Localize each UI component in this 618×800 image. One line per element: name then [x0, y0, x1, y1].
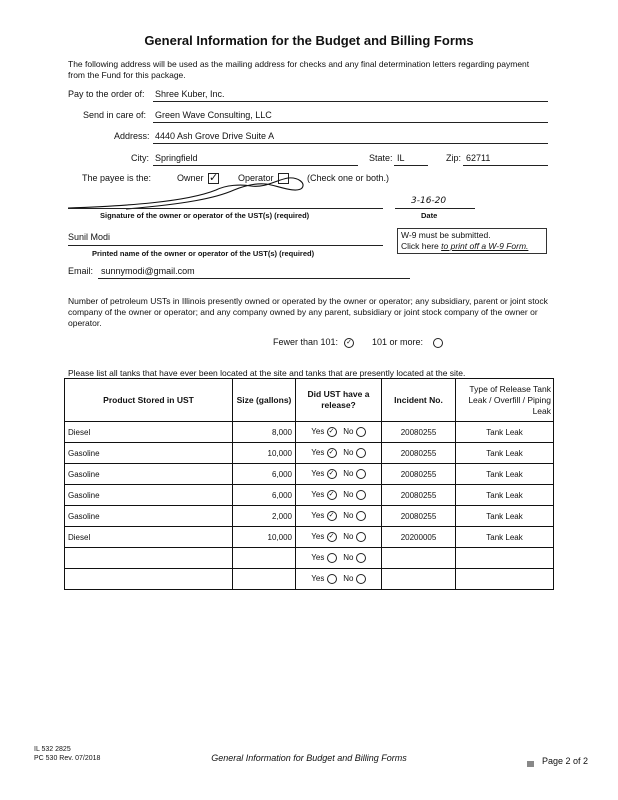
- cell-incident[interactable]: 20080255: [382, 443, 456, 464]
- cell-size[interactable]: 6,000: [233, 485, 296, 506]
- care-of-underline: [153, 122, 548, 123]
- city-label: City:: [131, 153, 149, 163]
- cell-release: [296, 464, 382, 485]
- no-label: No: [343, 532, 354, 542]
- care-of-label: Send in care of:: [83, 110, 147, 120]
- w9-notice-box: [397, 228, 547, 254]
- zip-label: Zip:: [446, 153, 462, 163]
- cell-size[interactable]: 8,000: [233, 422, 296, 443]
- more-than-label: 101 or more:: [372, 337, 424, 347]
- footer-form-id: IL 532 2825: [34, 746, 71, 753]
- no-label: No: [343, 427, 354, 437]
- printed-name-value[interactable]: Sunil Modi: [68, 232, 111, 242]
- cell-incident[interactable]: 20080255: [382, 506, 456, 527]
- table-row: [65, 548, 554, 569]
- pay-to-label: Pay to the order of:: [68, 89, 145, 99]
- no-radio[interactable]: [356, 574, 366, 584]
- cell-incident[interactable]: [382, 548, 456, 569]
- yes-label: Yes: [311, 490, 325, 500]
- signature-image: [66, 168, 396, 212]
- cell-release-type[interactable]: Tank Leak: [456, 527, 554, 548]
- no-radio[interactable]: [356, 469, 366, 479]
- state-label: State:: [369, 153, 393, 163]
- cell-size[interactable]: 2,000: [233, 506, 296, 527]
- fewer-than-label: Fewer than 101:: [273, 337, 339, 347]
- cell-release-type[interactable]: Tank Leak: [456, 506, 554, 527]
- footer-page-number: Page 2 of 2: [541, 756, 588, 766]
- cell-release: [296, 569, 382, 590]
- yes-label: Yes: [311, 574, 325, 584]
- yes-label: Yes: [311, 553, 325, 563]
- no-radio[interactable]: [356, 511, 366, 521]
- email-underline: [98, 278, 410, 279]
- no-radio[interactable]: [356, 532, 366, 542]
- tanks-intro: Please list all tanks that have ever been located at the site and tanks that are presently located at the site.: [68, 368, 466, 378]
- yes-radio[interactable]: ✓: [327, 511, 337, 521]
- operator-label: Operator: [238, 173, 274, 183]
- yes-radio[interactable]: [327, 574, 337, 584]
- cell-release: [296, 443, 382, 464]
- cell-release: [296, 548, 382, 569]
- yes-label: Yes: [311, 511, 325, 521]
- no-label: No: [343, 490, 354, 500]
- intro-text: The following address will be used as the mailing address for checks and any final determination letters regarding payment from the Fund for this package.: [68, 59, 530, 80]
- cell-release-type[interactable]: [456, 569, 554, 590]
- table-row: [65, 569, 554, 590]
- table-row: [65, 464, 554, 485]
- cell-release-type[interactable]: [456, 548, 554, 569]
- table-row: [65, 485, 554, 506]
- yes-radio[interactable]: [327, 553, 337, 563]
- table-row: [65, 422, 554, 443]
- email-value[interactable]: sunnymodi@gmail.com: [101, 266, 195, 276]
- address-label: Address:: [114, 131, 150, 141]
- cell-release: [296, 422, 382, 443]
- zip-value[interactable]: 62711: [466, 153, 491, 163]
- printed-name-underline: [68, 245, 383, 246]
- cell-product[interactable]: Gasoline: [65, 506, 233, 527]
- header-type: Type of Release Tank Leak / Overfill / Piping Leak: [456, 379, 554, 422]
- header-release: Did UST have a release?: [296, 379, 382, 422]
- yes-radio[interactable]: ✓: [327, 427, 337, 437]
- date-underline: [395, 208, 475, 209]
- petroleum-paragraph: Number of petroleum USTs in Illinois presently owned or operated by the owner or operator; any subsidiary, parent or joint stock company of the owner or operator; and any company owned by any parent, subsidiary or joint stock company of the owner or operator.: [68, 296, 548, 328]
- header-product: Product Stored in UST: [65, 379, 233, 422]
- printed-name-caption: Printed name of the owner or operator of the UST(s) (required): [92, 249, 315, 258]
- cell-release-type[interactable]: Tank Leak: [456, 443, 554, 464]
- cell-release-type[interactable]: Tank Leak: [456, 464, 554, 485]
- w9-form-link[interactable]: to print off a W-9 Form.: [441, 241, 529, 251]
- check-note: (Check one or both.): [307, 173, 390, 183]
- w9-line2: [401, 241, 543, 252]
- cell-product[interactable]: Diesel: [65, 422, 233, 443]
- no-radio[interactable]: [356, 448, 366, 458]
- yes-radio[interactable]: ✓: [327, 469, 337, 479]
- owner-check-mark: ✓: [209, 172, 219, 184]
- yes-radio[interactable]: ✓: [327, 532, 337, 542]
- yes-label: Yes: [311, 427, 325, 437]
- cell-release: [296, 527, 382, 548]
- cell-size[interactable]: 10,000: [233, 527, 296, 548]
- cell-incident[interactable]: 20200005: [382, 527, 456, 548]
- payee-is-label: The payee is the:: [82, 173, 152, 183]
- no-radio[interactable]: [356, 427, 366, 437]
- state-value[interactable]: IL: [397, 153, 405, 163]
- no-radio[interactable]: [356, 553, 366, 563]
- cell-size[interactable]: [233, 569, 296, 590]
- care-of-value[interactable]: Green Wave Consulting, LLC: [155, 110, 272, 120]
- cell-product[interactable]: Gasoline: [65, 485, 233, 506]
- no-label: No: [343, 553, 354, 563]
- table-header-row: [65, 379, 554, 422]
- yes-label: Yes: [311, 469, 325, 479]
- cell-incident[interactable]: 20080255: [382, 485, 456, 506]
- address-underline: [153, 143, 548, 144]
- cell-product[interactable]: Gasoline: [65, 443, 233, 464]
- footer-revision: PC 530 Rev. 07/2018: [34, 755, 101, 762]
- cell-incident[interactable]: 20080255: [382, 464, 456, 485]
- yes-label: Yes: [311, 448, 325, 458]
- no-label: No: [343, 448, 354, 458]
- header-incident: Incident No.: [382, 379, 456, 422]
- header-size: Size (gallons): [233, 379, 296, 422]
- table-row: [65, 506, 554, 527]
- signature-caption: Signature of the owner or operator of the UST(s) (required): [100, 211, 310, 220]
- cell-release-type[interactable]: Tank Leak: [456, 485, 554, 506]
- pay-to-value[interactable]: Shree Kuber, Inc.: [155, 89, 225, 99]
- no-label: No: [343, 469, 354, 479]
- cell-incident[interactable]: [382, 569, 456, 590]
- cell-product[interactable]: Diesel: [65, 527, 233, 548]
- city-value[interactable]: Springfield: [155, 153, 198, 163]
- tanks-table-body: [65, 422, 554, 590]
- footer-marker: [527, 761, 534, 767]
- tanks-table: [64, 378, 554, 590]
- page-title: General Information for the Budget and Billing Forms: [144, 33, 474, 48]
- no-label: No: [343, 511, 354, 521]
- cell-product[interactable]: Gasoline: [65, 464, 233, 485]
- yes-radio[interactable]: ✓: [327, 490, 337, 500]
- signature-underline: [68, 208, 383, 209]
- cell-size[interactable]: 10,000: [233, 443, 296, 464]
- signature-date[interactable]: 3-16-20: [411, 196, 447, 206]
- pay-to-underline: [153, 101, 548, 102]
- email-label: Email:: [68, 266, 94, 276]
- cell-release: [296, 485, 382, 506]
- owner-label: Owner: [177, 173, 204, 183]
- cell-product[interactable]: [65, 569, 233, 590]
- cell-release: [296, 506, 382, 527]
- table-row: [65, 527, 554, 548]
- yes-label: Yes: [311, 532, 325, 542]
- cell-size[interactable]: [233, 548, 296, 569]
- city-underline: [153, 165, 358, 166]
- footer-title: General Information for Budget and Billing Forms: [211, 753, 407, 763]
- no-label: No: [343, 574, 354, 584]
- no-radio[interactable]: [356, 490, 366, 500]
- fewer-than-radio[interactable]: ✓: [344, 338, 354, 348]
- zip-underline: [463, 165, 548, 166]
- cell-product[interactable]: [65, 548, 233, 569]
- more-than-radio[interactable]: [433, 338, 443, 348]
- cell-size[interactable]: 6,000: [233, 464, 296, 485]
- w9-line1: W-9 must be submitted.: [401, 230, 491, 240]
- cell-incident[interactable]: 20080255: [382, 422, 456, 443]
- table-row: [65, 443, 554, 464]
- yes-radio[interactable]: ✓: [327, 448, 337, 458]
- cell-release-type[interactable]: Tank Leak: [456, 422, 554, 443]
- w9-line2-prefix: Click here: [401, 241, 442, 251]
- date-caption: Date: [421, 211, 438, 220]
- state-underline: [394, 165, 428, 166]
- address-value[interactable]: 4440 Ash Grove Drive Suite A: [155, 131, 275, 141]
